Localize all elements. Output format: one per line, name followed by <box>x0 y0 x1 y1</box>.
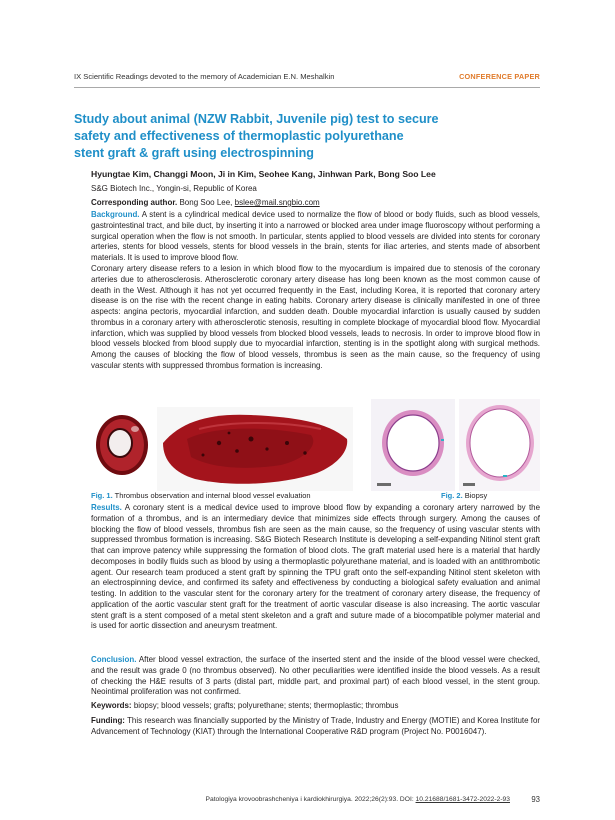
title-line-2: safety and effectiveness of thermoplastic polyurethane <box>74 129 404 144</box>
corresponding-label: Corresponding author. <box>91 198 178 207</box>
keywords-paragraph <box>91 701 540 712</box>
fig2-he-histology-b <box>459 399 540 491</box>
figure-1-number: Fig. 1. <box>91 491 113 500</box>
funding-text: This research was financially supported by the Ministry of Trade, Industry and Energy (MOTIE) and Korea Institute for Advancement of Technology (KIAT) through the International Cooperative R&D program (Project No. P0016047). <box>91 716 541 736</box>
fig2-he-histology-a <box>371 399 455 491</box>
doi-link[interactable]: 10.21688/1681-3472-2022-2-93 <box>415 796 510 803</box>
background-text-2: Coronary artery disease refers to a lesion in which blood flow to the myocardium is impaired due to stenosis of the coronary arteries due to atherosclerosis. Atherosclerotic coronary artery disease has long been known as the most common cause of death in the West. Although it has not yet occurred frequently in the East, including Korea, it is reported that coronary artery disease is on the rise with the recent change in eating habits. Coronary artery disease is clinically manifested in one of three aspects: angina pectoris, myocardial infarction, and sudden death. Double myocardial infarction is usually caused by sudden thrombus in a coronary artery with atherosclerotic stenosis, resulting in complete blockage of myocardial blood flow. Myocardial infarction, which was supplied by blood vessels from blocked blood vessels, leads to necrosis. In order to improve blood flow in blood vessels blocked from blood supply due to myocardial infarction, stenting is in the spotlight along with surgical methods. Among the causes of blocking the flow of blood vessels, thrombus is seen as the main cause, so the frequency of using vascular stents with suppressed thrombus formation is increasing. <box>91 264 540 370</box>
figure-2-text: Biopsy <box>464 491 488 500</box>
running-header <box>74 72 540 84</box>
header-divider <box>74 87 540 88</box>
conclusion-paragraph <box>91 655 540 698</box>
results-text: A coronary stent is a medical device used to improve blood flow by expanding a coronary artery narrowed by the formation of a thrombus, and is an intermediary device that minimizes side effects through surgery. Among the causes of blocking the flow of blood vessels, thrombus fish are seen as the main cause, so the frequency of using vascular stents with suppressed thrombus formation is increasing. S&G Biotech Research Institute is developing a self-expanding Nitinol stent graft that can improve patency while suppressing the formation of blood clots. The graft material used here is a material that hardly decomposes in bodily fluids such as blood by using a thermoplastic polyurethane material, and is loaded with an antithrombotic agent. Our research team produced a stent graft by spinning the TPU graft onto the self-expanding Nitinol stent skeleton with an electrospinning device, and confirmed its safety and effectiveness by conducting a biological safety evaluation and animal testing. In addition to the vascular stent for the coronary artery for the treatment of coronary artery disease, the frequency of application of the aortic vascular stent graft for the treatment of aortic vascular disease is also increasing. The aortic vascular stent graft is a stent composed of a metal stent skeleton and a graft and suture made of a biocompatible polymer material and is used for aortic dissection and aneurysm treatment. <box>91 503 540 631</box>
corresponding-email-link[interactable]: bslee@mail.sngbio.com <box>234 198 320 207</box>
figure-2-number: Fig. 2. <box>441 491 463 500</box>
citation-text: Patologiya krovoobrashcheniya i kardiokhirurgiya. 2022;26(2):93. DOI: <box>205 796 414 803</box>
background-text-1: A stent is a cylindrical medical device used to normalize the flow of blood or body fluids, such as blood vessels, gastrointestinal tract, and bile duct, by inserting it into a narrowed or blocked area under image fluoroscopy without performing a surgical operation when the flow is not smooth. In particular, stents applied to blood vessels are divided into stents for coronary arteries, stents for blood vessels, stents for blood vessels in the brain, stents for iliac arteries, and stents made of absorbent materials. It is used to improve blood flow. <box>91 210 540 262</box>
running-title: IX Scientific Readings devoted to the memory of Academician E.N. Meshalkin <box>74 72 335 81</box>
background-label: Background. <box>91 210 140 219</box>
funding-paragraph <box>91 716 540 738</box>
fig1-vessel-cross-section <box>91 407 153 485</box>
figure-panel <box>91 399 540 504</box>
keywords-label: Keywords: <box>91 701 132 710</box>
results-label: Results. <box>91 503 122 512</box>
corresponding-name: Bong Soo Lee, <box>179 198 233 207</box>
figure-1-text: Thrombus observation and internal blood vessel evaluation <box>114 491 311 500</box>
footer-citation <box>170 796 510 803</box>
page-number: 93 <box>531 795 540 804</box>
title-line-1: Study about animal (NZW Rabbit, Juvenile pig) test to secure <box>74 112 439 126</box>
keywords-text: biopsy; blood vessels; grafts; polyurethane; stents; thermoplastic; thrombus <box>133 701 399 710</box>
conclusion-label: Conclusion. <box>91 655 137 664</box>
affiliation: S&G Biotech Inc., Yongin-si, Republic of Korea <box>91 184 257 193</box>
title-line-3: stent graft & graft using electrospinning <box>74 146 314 161</box>
author-list: Hyungtae Kim, Changgi Moon, Ji in Kim, Seohee Kang, Jinhwan Park, Bong Soo Lee <box>91 169 436 179</box>
conclusion-text: After blood vessel extraction, the surface of the inserted stent and the inside of the blood vessel were checked, and the result was grade 0 (no thrombus observed). No other peculiarities were identified inside the blood vessels. As a result of checking the H&E results of 3 parts (distal part, middle part, and proximal part) of each blood vessel, in the stent group. Neointimal proliferation was not confirmed. <box>91 655 540 697</box>
section-label: CONFERENCE PAPER <box>459 72 540 81</box>
figure-1-caption <box>91 491 311 500</box>
corresponding-author <box>91 198 540 207</box>
fig1-opened-vessel <box>157 407 353 491</box>
background-paragraph-1 <box>91 210 540 264</box>
paper-title <box>74 111 540 163</box>
funding-label: Funding: <box>91 716 125 725</box>
results-paragraph <box>91 503 540 632</box>
figure-2-caption <box>441 491 487 500</box>
background-paragraph-2 <box>91 264 540 372</box>
